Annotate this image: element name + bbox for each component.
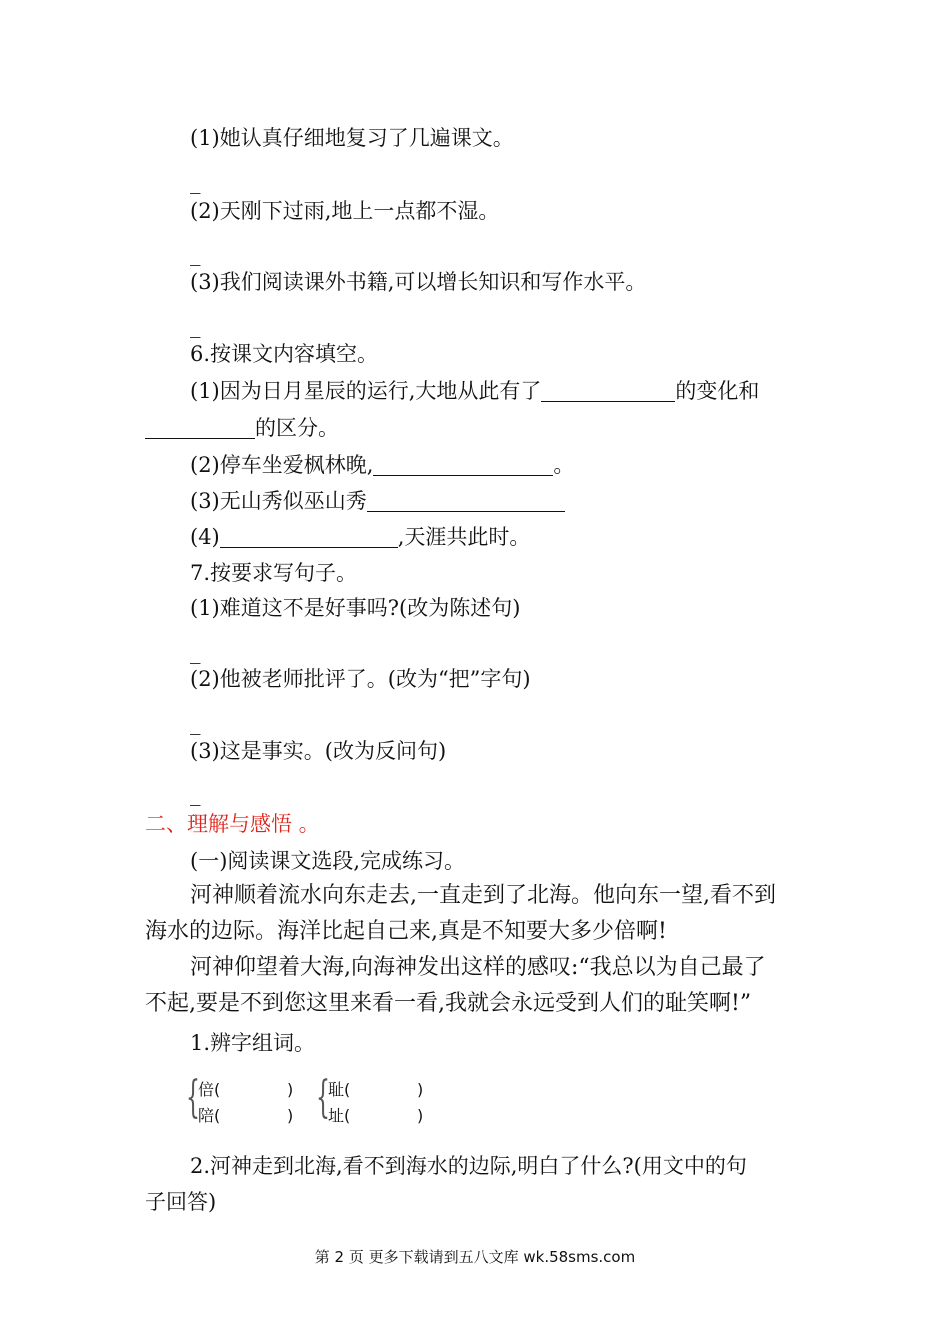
q6-title: 6.按课文内容填空。 xyxy=(190,342,379,366)
passage-line: 河神顺着流水向东走去,一直走到了北海。他向东一望,看不到 xyxy=(190,883,776,908)
reading-instruction: (一)阅读课文选段,完成练习。 xyxy=(190,849,466,873)
brace-icon: { xyxy=(316,1072,330,1123)
pair-close: ) xyxy=(417,1106,424,1125)
q6-line-1-end: 的区分。 xyxy=(255,416,339,440)
pair-b2: 址( xyxy=(328,1106,351,1125)
pair-b1: 耻( xyxy=(328,1080,351,1099)
q6-line-2-end: 。 xyxy=(553,453,575,477)
q6-line-1 xyxy=(190,377,759,405)
passage-line: 不起,要是不到您这里来看一看,我就会永远受到人们的耻笑啊!” xyxy=(145,991,752,1016)
pair-close: ) xyxy=(287,1106,294,1125)
q7-sentence-3: (3)这是事实。(改为反问句) xyxy=(190,739,447,763)
answer-mark: _ xyxy=(190,711,201,735)
pair-close: ) xyxy=(287,1080,294,1099)
q2-text-cont: 子回答) xyxy=(145,1190,217,1214)
q7-title: 7.按要求写句子。 xyxy=(190,561,358,585)
passage-line: 河神仰望着大海,向海神发出这样的感叹:“我总以为自己最了 xyxy=(190,955,766,980)
section-heading: 二、理解与感悟 。 xyxy=(145,812,320,836)
q6-line-4 xyxy=(190,523,530,551)
q6-line-4-end: ,天涯共此时。 xyxy=(397,525,531,549)
answer-mark: _ xyxy=(190,242,201,266)
q6-line-1-cont xyxy=(145,414,339,442)
q7-sentence-1: (1)难道这不是好事吗?(改为陈述句) xyxy=(190,596,521,620)
q7-sentence-2: (2)他被老师批评了。(改为“把”字句) xyxy=(190,667,531,691)
q6-line-1-tail: 的变化和 xyxy=(675,379,760,403)
q6-line-2-text: (2)停车坐爱枫林晚, xyxy=(190,453,374,477)
page-footer: 第 2 页 更多下载请到五八文库 wk.58sms.com xyxy=(314,1248,636,1266)
answer-mark: _ xyxy=(190,782,201,806)
q6-line-2 xyxy=(190,451,574,479)
pair-a2: 陪( xyxy=(198,1106,221,1125)
answer-mark: _ xyxy=(190,170,201,194)
q2-text: 2.河神走到北海,看不到海水的边际,明白了什么?(用文中的句 xyxy=(190,1154,747,1178)
fill-blank[interactable] xyxy=(541,379,675,402)
answer-mark: _ xyxy=(190,640,201,664)
fill-blank[interactable] xyxy=(373,453,553,476)
fill-blank[interactable] xyxy=(145,416,255,439)
q6-line-3 xyxy=(190,487,565,515)
fill-blank[interactable] xyxy=(220,525,398,548)
q6-line-1-text: (1)因为日月星辰的运行,大地从此有了 xyxy=(190,379,542,403)
fill-blank[interactable] xyxy=(367,489,565,512)
q1-title: 1.辨字组词。 xyxy=(190,1031,316,1055)
q5-sentence-1: (1)她认真仔细地复习了几遍课文。 xyxy=(190,126,514,150)
pair-a1: 倍( xyxy=(198,1080,221,1099)
pair-close: ) xyxy=(417,1080,424,1099)
brace-icon: { xyxy=(186,1072,200,1123)
answer-mark: _ xyxy=(190,314,201,338)
q5-sentence-2: (2)天刚下过雨,地上一点都不湿。 xyxy=(190,199,500,223)
q6-line-3-text: (3)无山秀似巫山秀 xyxy=(190,489,367,513)
passage-line: 海水的边际。海洋比起自己来,真是不知要大多少倍啊! xyxy=(145,919,667,944)
q6-line-4-text: (4) xyxy=(190,525,220,549)
q5-sentence-3: (3)我们阅读课外书籍,可以增长知识和写作水平。 xyxy=(190,270,647,294)
